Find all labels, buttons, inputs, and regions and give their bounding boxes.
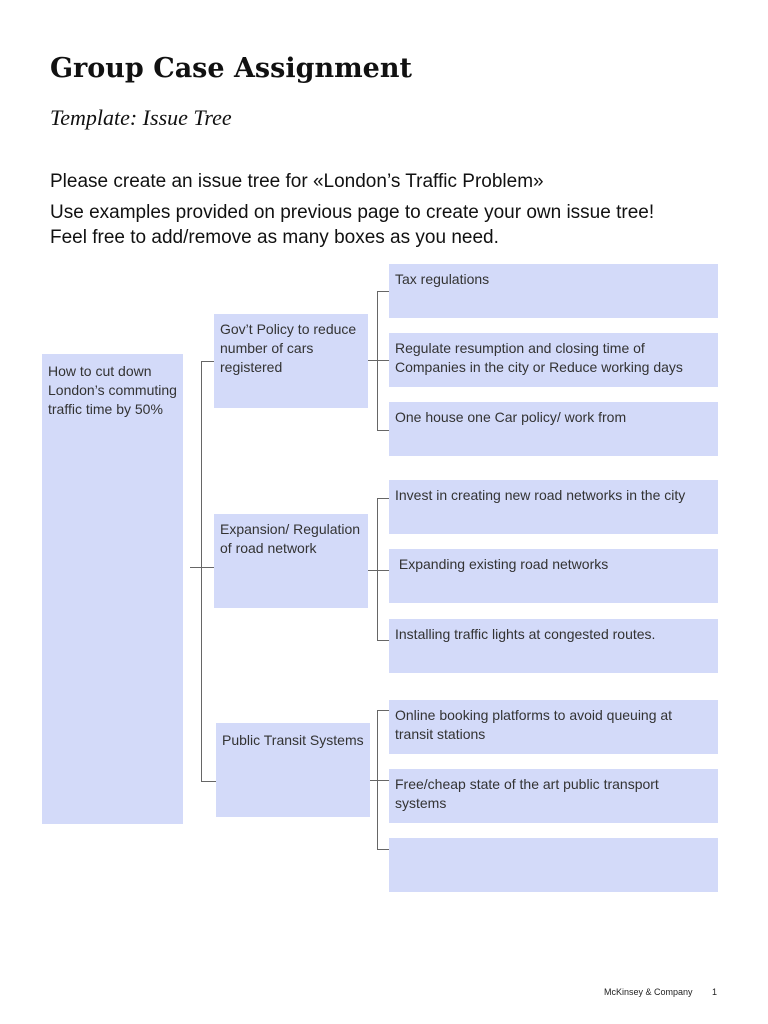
page-number: 1 bbox=[712, 987, 718, 997]
connector-branch-1-stub bbox=[201, 361, 214, 362]
connector-b1-leaf-2 bbox=[377, 360, 389, 361]
branch-box-govt-policy: Gov’t Policy to reduce number of cars registered bbox=[214, 314, 368, 408]
connector-b2-leaf-3 bbox=[377, 640, 389, 641]
leaf-box-expand-roads: Expanding existing road networks bbox=[389, 549, 718, 603]
instruction-line-3: Feel free to add/remove as many boxes as you need. bbox=[50, 227, 499, 248]
branch-box-public-transit: Public Transit Systems bbox=[216, 723, 370, 817]
connector-b2-spine bbox=[377, 498, 378, 640]
leaf-box-new-road-networks: Invest in creating new road networks in the city bbox=[389, 480, 718, 534]
instruction-line-2: Use examples provided on previous page to create your own issue tree! bbox=[50, 202, 655, 223]
root-issue-box: How to cut down London’s commuting traffic time by 50% bbox=[42, 354, 183, 824]
page-subtitle: Template: Issue Tree bbox=[50, 105, 232, 130]
connector-b3-leaf-3 bbox=[377, 849, 389, 850]
connector-b2-leaf-1 bbox=[377, 498, 389, 499]
leaf-box-empty bbox=[389, 838, 718, 892]
instruction-line-1: Please create an issue tree for «London’s Traffic Problem» bbox=[50, 171, 544, 192]
leaf-box-traffic-lights: Installing traffic lights at congested routes. bbox=[389, 619, 718, 673]
footer-company: McKinsey & Company bbox=[604, 987, 693, 997]
leaf-box-one-car-policy: One house one Car policy/ work from bbox=[389, 402, 718, 456]
connector-b2-leaf-2 bbox=[377, 570, 389, 571]
connector-b3-leaf-2 bbox=[377, 780, 389, 781]
connector-branch-3-stub bbox=[201, 781, 216, 782]
leaf-box-tax-regulations: Tax regulations bbox=[389, 264, 718, 318]
connector-b1-spine bbox=[377, 291, 378, 431]
leaf-box-online-booking: Online booking platforms to avoid queuing at transit stations bbox=[389, 700, 718, 754]
connector-branch-2-stub bbox=[201, 567, 214, 568]
connector-b1-leaf-3 bbox=[377, 430, 389, 431]
page-title: Group Case Assignment bbox=[50, 53, 412, 84]
leaf-box-regulate-working-time: Regulate resumption and closing time of Companies in the city or Reduce working days bbox=[389, 333, 718, 387]
connector-root-spine bbox=[201, 361, 202, 781]
leaf-box-cheap-transport: Free/cheap state of the art public transport systems bbox=[389, 769, 718, 823]
branch-box-road-network: Expansion/ Regulation of road network bbox=[214, 514, 368, 608]
connector-b1-leaf-1 bbox=[377, 291, 389, 292]
connector-b3-leaf-1 bbox=[377, 710, 389, 711]
